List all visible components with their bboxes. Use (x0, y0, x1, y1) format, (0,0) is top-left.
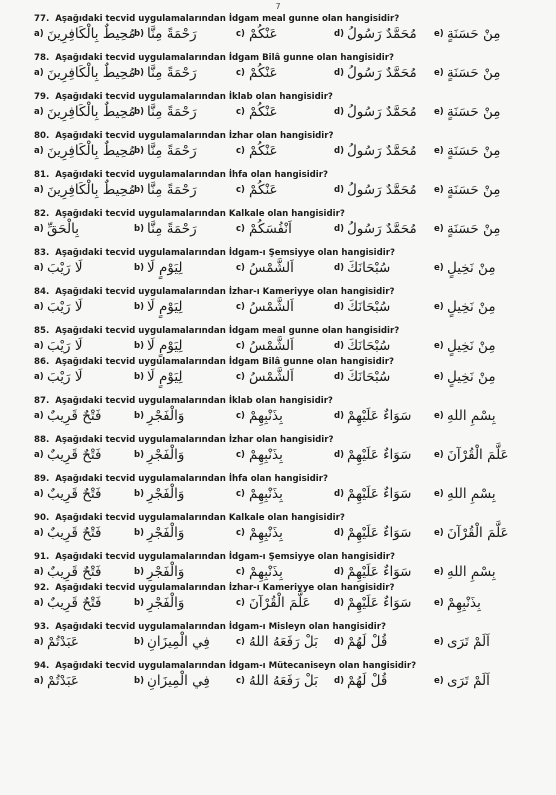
question-prefix: Aşağıdaki tecvid uygulamalarından (55, 14, 226, 24)
arabic-phrase: سَوَاءٌ عَلَيْهِمْ (347, 595, 412, 611)
arabic-phrase: وَالْفَجْرِ (147, 525, 185, 541)
tajweed-rule: İzhar (228, 435, 254, 445)
option-letter: d) (334, 567, 344, 577)
option-letter: b) (134, 528, 144, 538)
arabic-phrase: لِيَوْمٍ لَا (147, 369, 183, 385)
question-number: 88. (34, 435, 50, 445)
arabic-phrase: فَتْحٌ قَرِيبٌ (47, 525, 102, 541)
option-letter: c) (236, 224, 245, 234)
question-prefix: Aşağıdaki tecvid uygulamalarından (55, 53, 226, 63)
arabic-phrase: رَحْمَةً مِنَّا (147, 221, 197, 237)
question-prefix: Aşağıdaki tecvid uygulamalarından (55, 287, 226, 297)
question-block (34, 92, 539, 123)
option-letter: a) (34, 489, 44, 499)
arabic-phrase: مُحَمَّدٌ رَسُولُ (347, 221, 417, 237)
option-letter: d) (334, 68, 344, 78)
arabic-phrase: لَا رَيْبَ (47, 338, 83, 354)
question-number: 80. (34, 131, 50, 141)
arabic-phrase: مِنْ حَسَنَةٍ (447, 221, 501, 237)
arabic-phrase: عَنْكُمْ (249, 65, 278, 81)
arabic-phrase: بِذَنْبِهِمْ (249, 564, 283, 580)
option-letter: e) (434, 567, 444, 577)
arabic-phrase: اَلشَّمْسُ (249, 369, 294, 385)
arabic-phrase: مِنْ حَسَنَةٍ (447, 26, 501, 42)
arabic-phrase: فَتْحٌ قَرِيبٌ (47, 447, 102, 463)
question-list (34, 14, 539, 692)
option-letter: d) (334, 372, 344, 382)
answer-options (34, 633, 539, 653)
arabic-phrase: اَلشَّمْسُ (249, 338, 294, 354)
answer-options (34, 337, 539, 357)
arabic-phrase: بِالْحَقِّ (47, 221, 79, 237)
arabic-phrase: مُحَمَّدٌ رَسُولُ (347, 182, 417, 198)
tajweed-rule: İzhar-ı Kameriyye (228, 583, 315, 593)
question-prefix: Aşağıdaki tecvid uygulamalarından (55, 326, 226, 336)
arabic-phrase: لَا رَيْبَ (47, 299, 83, 315)
question-suffix: olan hangisidir? (338, 661, 417, 671)
question-number: 90. (34, 513, 50, 523)
option-letter: a) (34, 450, 44, 460)
arabic-phrase: بِسْمِ اللهِ (447, 564, 496, 580)
option-letter: d) (334, 263, 344, 273)
tajweed-rule: İklab (228, 92, 253, 102)
option-letter: b) (134, 676, 144, 686)
answer-options (34, 524, 539, 544)
question-number: 77. (34, 14, 50, 24)
question-prefix: Aşağıdaki tecvid uygulamalarından (55, 170, 226, 180)
option-letter: a) (34, 341, 44, 351)
option-letter: a) (34, 567, 44, 577)
question-prefix: Aşağıdaki tecvid uygulamalarından (55, 435, 226, 445)
answer-options (34, 672, 539, 692)
question-suffix: olan hangisidir? (317, 583, 395, 593)
arabic-phrase: بِذَنْبِهِمْ (249, 447, 283, 463)
question-block (34, 209, 539, 240)
option-letter: b) (134, 185, 144, 195)
option-letter: a) (34, 68, 44, 78)
question-block (34, 513, 539, 544)
option-letter: a) (34, 224, 44, 234)
question-block (34, 131, 539, 162)
arabic-phrase: بَلْ رَفَعَهُ اللهُ (249, 634, 318, 650)
answer-options (34, 181, 539, 201)
option-letter: b) (134, 146, 144, 156)
answer-options (34, 142, 539, 162)
option-letter: d) (334, 450, 344, 460)
option-letter: a) (34, 411, 44, 421)
arabic-phrase: مُحِيطٌ بِالْكَافِرِينَ (47, 143, 136, 159)
question-prefix: Aşağıdaki tecvid uygulamalarından (55, 474, 226, 484)
option-letter: a) (34, 107, 44, 117)
arabic-phrase: مِنْ حَسَنَةٍ (447, 104, 501, 120)
question-block (34, 396, 539, 427)
question-number: 86. (34, 357, 50, 367)
option-letter: c) (236, 372, 245, 382)
option-letter: c) (236, 263, 245, 273)
question-block (34, 552, 539, 583)
question-prefix: Aşağıdaki tecvid uygulamalarından (55, 248, 226, 258)
arabic-phrase: اَلشَّمْسُ (249, 299, 294, 315)
tajweed-rule: İdgam-ı Misleyn (228, 622, 306, 632)
question-number: 91. (34, 552, 50, 562)
arabic-phrase: سَوَاءٌ عَلَيْهِمْ (347, 525, 412, 541)
question-prefix: Aşağıdaki tecvid uygulamalarından (55, 583, 226, 593)
option-letter: b) (134, 224, 144, 234)
question-suffix: olan hangisidir? (267, 513, 345, 523)
option-letter: c) (236, 68, 245, 78)
arabic-phrase: وَالْفَجْرِ (147, 408, 185, 424)
option-letter: a) (34, 302, 44, 312)
tajweed-rule: İdgam-ı Mütecaniseyn (228, 661, 336, 671)
arabic-phrase: سَوَاءٌ عَلَيْهِمْ (347, 408, 412, 424)
arabic-phrase: قُلْ لَهُمْ (347, 634, 388, 650)
question-block (34, 287, 539, 318)
option-letter: e) (434, 637, 444, 647)
arabic-phrase: عَنْكُمْ (249, 104, 278, 120)
option-letter: d) (334, 302, 344, 312)
option-letter: d) (334, 676, 344, 686)
arabic-phrase: بِسْمِ اللهِ (447, 408, 496, 424)
option-letter: e) (434, 450, 444, 460)
option-letter: d) (334, 637, 344, 647)
question-suffix: olan hangisidir? (317, 287, 395, 297)
arabic-phrase: سَوَاءٌ عَلَيْهِمْ (347, 447, 412, 463)
arabic-phrase: مُحَمَّدٌ رَسُولُ (347, 104, 417, 120)
option-letter: d) (334, 341, 344, 351)
option-letter: b) (134, 411, 144, 421)
question-prefix: Aşağıdaki tecvid uygulamalarından (55, 131, 226, 141)
option-letter: c) (236, 107, 245, 117)
arabic-phrase: وَالْفَجْرِ (147, 564, 185, 580)
arabic-phrase: اَلشَّمْسُ (249, 260, 294, 276)
answer-options (34, 594, 539, 614)
option-letter: b) (134, 263, 144, 273)
question-number: 82. (34, 209, 50, 219)
question-number: 94. (34, 661, 50, 671)
answer-options (34, 103, 539, 123)
arabic-phrase: مُحِيطٌ بِالْكَافِرِينَ (47, 104, 136, 120)
arabic-phrase: رَحْمَةً مِنَّا (147, 182, 197, 198)
arabic-phrase: عَبَدْتُمْ (47, 634, 79, 650)
option-letter: c) (236, 185, 245, 195)
arabic-phrase: فِي الْمِيزَانِ (147, 634, 210, 650)
question-block (34, 14, 539, 45)
option-letter: b) (134, 598, 144, 608)
arabic-phrase: مُحِيطٌ بِالْكَافِرِينَ (47, 182, 136, 198)
arabic-phrase: عَبَدْتُمْ (47, 673, 79, 689)
option-letter: c) (236, 637, 245, 647)
tajweed-rule: İdgam-ı Şemsiyye (228, 552, 315, 562)
option-letter: c) (236, 302, 245, 312)
answer-options (34, 259, 539, 279)
option-letter: c) (236, 528, 245, 538)
option-letter: d) (334, 224, 344, 234)
option-letter: a) (34, 676, 44, 686)
question-number: 78. (34, 53, 50, 63)
arabic-phrase: بَلْ رَفَعَهُ اللهُ (249, 673, 318, 689)
option-letter: a) (34, 372, 44, 382)
option-letter: c) (236, 676, 245, 686)
option-letter: e) (434, 372, 444, 382)
option-letter: e) (434, 598, 444, 608)
option-letter: d) (334, 107, 344, 117)
question-prefix: Aşağıdaki tecvid uygulamalarından (55, 209, 226, 219)
question-suffix: olan hangisidir? (316, 53, 394, 63)
option-letter: d) (334, 29, 344, 39)
question-suffix: olan hangisidir? (321, 326, 400, 336)
option-letter: c) (236, 598, 245, 608)
arabic-phrase: سُبْحَانَكَ (347, 338, 391, 354)
arabic-phrase: فَتْحٌ قَرِيبٌ (47, 564, 102, 580)
tajweed-rule: İzhar (228, 131, 254, 141)
arabic-phrase: عَنْكُمْ (249, 143, 278, 159)
arabic-phrase: اَلَمْ تَرَى (447, 634, 490, 650)
question-prefix: Aşağıdaki tecvid uygulamalarından (55, 92, 226, 102)
question-suffix: olan hangisidir? (308, 622, 386, 632)
tajweed-rule: Kalkale (228, 209, 265, 219)
option-letter: e) (434, 676, 444, 686)
question-number: 85. (34, 326, 50, 336)
question-prefix: Aşağıdaki tecvid uygulamalarından (55, 622, 226, 632)
option-letter: b) (134, 450, 144, 460)
option-letter: e) (434, 68, 444, 78)
question-prefix: Aşağıdaki tecvid uygulamalarından (55, 661, 226, 671)
option-letter: d) (334, 528, 344, 538)
option-letter: d) (334, 598, 344, 608)
option-letter: a) (34, 637, 44, 647)
question-suffix: olan hangisidir? (250, 170, 328, 180)
arabic-phrase: بِسْمِ اللهِ (447, 486, 496, 502)
tajweed-rule: İdgam Bilâ gunne (228, 53, 314, 63)
question-number: 92. (34, 583, 50, 593)
question-block (34, 661, 539, 692)
question-block (34, 170, 539, 201)
question-block (34, 248, 539, 279)
option-letter: d) (334, 185, 344, 195)
option-letter: c) (236, 341, 245, 351)
question-suffix: olan hangisidir? (250, 474, 328, 484)
arabic-phrase: بِذَنْبِهِمْ (249, 486, 283, 502)
option-letter: c) (236, 489, 245, 499)
arabic-phrase: رَحْمَةً مِنَّا (147, 65, 197, 81)
arabic-phrase: وَالْفَجْرِ (147, 595, 185, 611)
arabic-phrase: مِنْ نَخِيلٍ (447, 338, 496, 354)
answer-options (34, 25, 539, 45)
question-number: 79. (34, 92, 50, 102)
question-suffix: olan hangisidir? (316, 357, 394, 367)
option-letter: b) (134, 489, 144, 499)
option-letter: a) (34, 598, 44, 608)
question-block (34, 53, 539, 84)
option-letter: e) (434, 107, 444, 117)
option-letter: b) (134, 68, 144, 78)
question-number: 81. (34, 170, 50, 180)
answer-options (34, 446, 539, 466)
option-letter: c) (236, 29, 245, 39)
question-prefix: Aşağıdaki tecvid uygulamalarından (55, 552, 226, 562)
question-block (34, 622, 539, 653)
tajweed-rule: Kalkale (228, 513, 265, 523)
arabic-phrase: عَلَّمَ الْقُرْآنَ (249, 595, 311, 611)
question-suffix: olan hangisidir? (255, 92, 333, 102)
arabic-phrase: عَنْكُمْ (249, 26, 278, 42)
question-block (34, 326, 539, 357)
option-letter: b) (134, 29, 144, 39)
option-letter: e) (434, 411, 444, 421)
option-letter: e) (434, 263, 444, 273)
option-letter: e) (434, 185, 444, 195)
option-letter: e) (434, 528, 444, 538)
option-letter: d) (334, 411, 344, 421)
answer-options (34, 64, 539, 84)
arabic-phrase: فَتْحٌ قَرِيبٌ (47, 595, 102, 611)
arabic-phrase: لَا رَيْبَ (47, 369, 83, 385)
question-suffix: olan hangisidir? (256, 435, 334, 445)
arabic-phrase: فِي الْمِيزَانِ (147, 673, 210, 689)
arabic-phrase: سُبْحَانَكَ (347, 260, 391, 276)
answer-options (34, 220, 539, 240)
option-letter: c) (236, 567, 245, 577)
question-number: 89. (34, 474, 50, 484)
arabic-phrase: عَلَّمَ الْقُرْآنَ (447, 447, 509, 463)
arabic-phrase: اَنْفُسَكُمْ (249, 221, 292, 237)
arabic-phrase: لِيَوْمٍ لَا (147, 260, 183, 276)
question-block (34, 357, 539, 388)
option-letter: b) (134, 341, 144, 351)
option-letter: b) (134, 372, 144, 382)
arabic-phrase: مُحِيطٌ بِالْكَافِرِينَ (47, 26, 136, 42)
question-block (34, 474, 539, 505)
arabic-phrase: لِيَوْمٍ لَا (147, 299, 183, 315)
arabic-phrase: بِذَنْبِهِمْ (249, 408, 283, 424)
tajweed-rule: İdgam meal gunne (228, 326, 319, 336)
question-suffix: olan hangisidir? (255, 396, 333, 406)
option-letter: e) (434, 29, 444, 39)
answer-options (34, 298, 539, 318)
arabic-phrase: فَتْحٌ قَرِيبٌ (47, 486, 102, 502)
option-letter: e) (434, 302, 444, 312)
question-number: 83. (34, 248, 50, 258)
arabic-phrase: سُبْحَانَكَ (347, 299, 391, 315)
question-prefix: Aşağıdaki tecvid uygulamalarından (55, 396, 226, 406)
tajweed-rule: İklab (228, 396, 253, 406)
question-suffix: olan hangisidir? (321, 14, 400, 24)
option-letter: e) (434, 341, 444, 351)
arabic-phrase: مُحَمَّدٌ رَسُولُ (347, 26, 417, 42)
arabic-phrase: سُبْحَانَكَ (347, 369, 391, 385)
arabic-phrase: فَتْحٌ قَرِيبٌ (47, 408, 102, 424)
arabic-phrase: عَنْكُمْ (249, 182, 278, 198)
question-prefix: Aşağıdaki tecvid uygulamalarından (55, 357, 226, 367)
tajweed-rule: İdgam meal gunne (228, 14, 319, 24)
page-number: 7 (275, 2, 281, 11)
arabic-phrase: بِذَنْبِهِمْ (447, 595, 481, 611)
question-suffix: olan hangisidir? (317, 248, 395, 258)
option-letter: d) (334, 489, 344, 499)
option-letter: a) (34, 263, 44, 273)
answer-options (34, 485, 539, 505)
option-letter: d) (334, 146, 344, 156)
arabic-phrase: رَحْمَةً مِنَّا (147, 143, 197, 159)
question-number: 93. (34, 622, 50, 632)
question-number: 87. (34, 396, 50, 406)
question-suffix: olan hangisidir? (267, 209, 345, 219)
arabic-phrase: رَحْمَةً مِنَّا (147, 26, 197, 42)
option-letter: b) (134, 567, 144, 577)
arabic-phrase: سَوَاءٌ عَلَيْهِمْ (347, 486, 412, 502)
option-letter: a) (34, 146, 44, 156)
option-letter: b) (134, 637, 144, 647)
option-letter: e) (434, 224, 444, 234)
arabic-phrase: لِيَوْمٍ لَا (147, 338, 183, 354)
question-suffix: olan hangisidir? (317, 552, 395, 562)
question-number: 84. (34, 287, 50, 297)
arabic-phrase: بِذَنْبِهِمْ (249, 525, 283, 541)
arabic-phrase: قُلْ لَهُمْ (347, 673, 388, 689)
arabic-phrase: مِنْ نَخِيلٍ (447, 369, 496, 385)
arabic-phrase: مِنْ حَسَنَةٍ (447, 182, 501, 198)
option-letter: a) (34, 29, 44, 39)
arabic-phrase: مُحِيطٌ بِالْكَافِرِينَ (47, 65, 136, 81)
answer-options (34, 563, 539, 583)
answer-options (34, 368, 539, 388)
tajweed-rule: İdgam-ı Şemsiyye (228, 248, 315, 258)
question-prefix: Aşağıdaki tecvid uygulamalarından (55, 513, 226, 523)
arabic-phrase: وَالْفَجْرِ (147, 486, 185, 502)
arabic-phrase: عَلَّمَ الْقُرْآنَ (447, 525, 509, 541)
option-letter: c) (236, 450, 245, 460)
tajweed-rule: İhfa (228, 474, 248, 484)
tajweed-rule: İdgam Bilâ gunne (228, 357, 314, 367)
arabic-phrase: اَلَمْ تَرَى (447, 673, 490, 689)
arabic-phrase: لَا رَيْبَ (47, 260, 83, 276)
arabic-phrase: رَحْمَةً مِنَّا (147, 104, 197, 120)
option-letter: e) (434, 146, 444, 156)
arabic-phrase: سَوَاءٌ عَلَيْهِمْ (347, 564, 412, 580)
option-letter: c) (236, 411, 245, 421)
arabic-phrase: مِنْ حَسَنَةٍ (447, 65, 501, 81)
arabic-phrase: مِنْ نَخِيلٍ (447, 299, 496, 315)
arabic-phrase: مُحَمَّدٌ رَسُولُ (347, 143, 417, 159)
arabic-phrase: وَالْفَجْرِ (147, 447, 185, 463)
option-letter: b) (134, 302, 144, 312)
question-block (34, 583, 539, 614)
arabic-phrase: مِنْ نَخِيلٍ (447, 260, 496, 276)
option-letter: e) (434, 489, 444, 499)
arabic-phrase: مِنْ حَسَنَةٍ (447, 143, 501, 159)
option-letter: a) (34, 185, 44, 195)
tajweed-rule: İhfa (228, 170, 248, 180)
tajweed-rule: İzhar-ı Kameriyye (228, 287, 315, 297)
question-block (34, 435, 539, 466)
answer-options (34, 407, 539, 427)
option-letter: c) (236, 146, 245, 156)
option-letter: b) (134, 107, 144, 117)
question-suffix: olan hangisidir? (256, 131, 334, 141)
option-letter: a) (34, 528, 44, 538)
arabic-phrase: مُحَمَّدٌ رَسُولُ (347, 65, 417, 81)
